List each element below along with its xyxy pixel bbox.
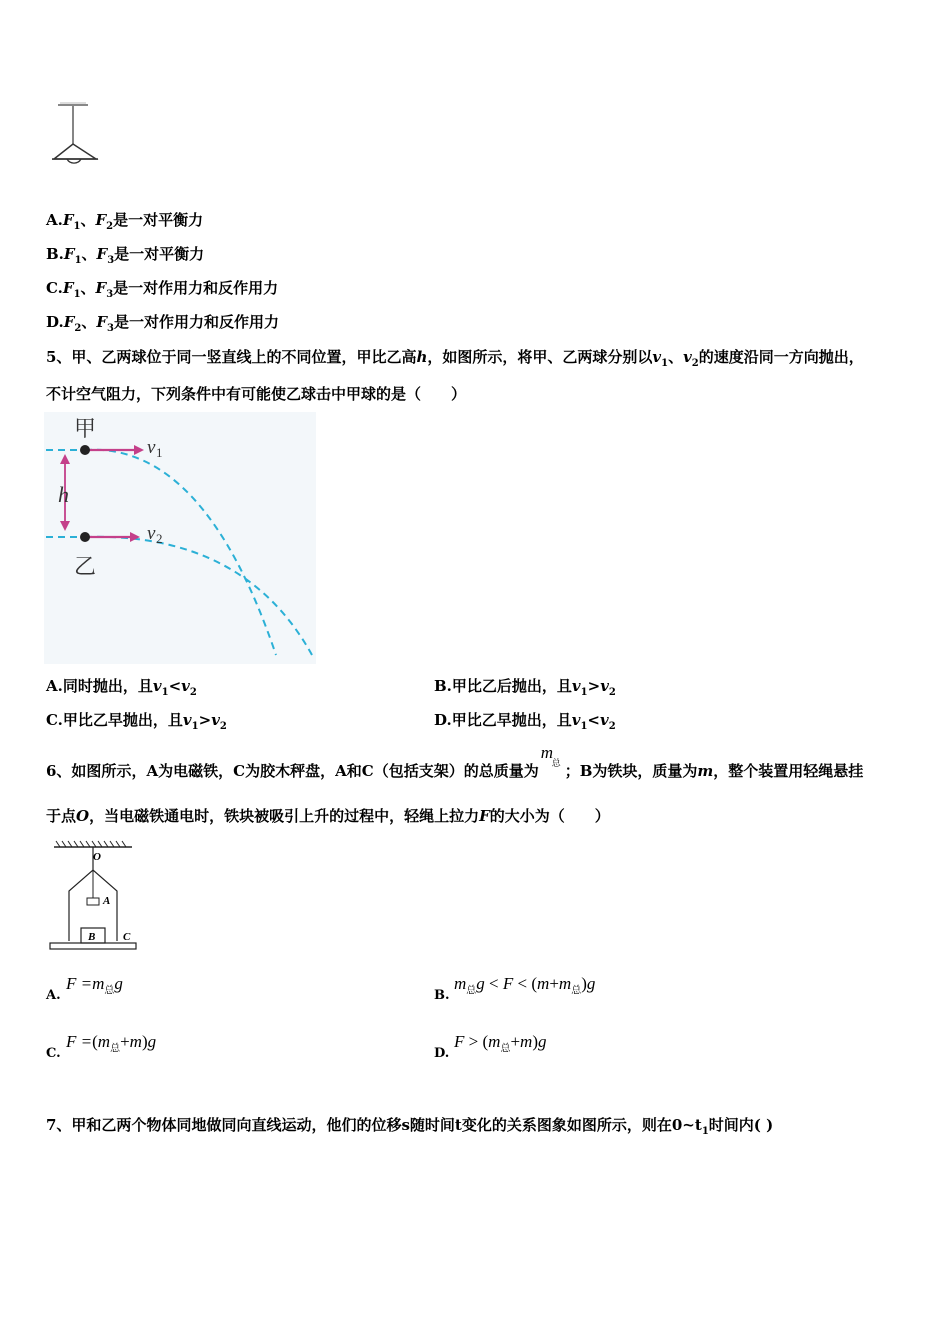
q5-fig-label-v1-sub: 1 <box>156 445 163 460</box>
q5-fig-label-h: h <box>58 482 69 507</box>
q6-option-b: B. $m_总g < F < (m+m_总)g$ <box>434 974 596 1003</box>
q5-stem-line2: 不计空气阻力，下列条件中有可能使乙球击中甲球的是（ ） <box>46 385 467 403</box>
q6-option-d: D. $F > (m_总+m)g$ <box>434 1032 547 1061</box>
q6-fig-label-c: C <box>123 931 131 943</box>
q4-option-d: $D.F_2$、$F_3$是一对作用力和反作用力 <box>46 313 279 334</box>
q6-option-d-expr: $F > (m_总+m)g$ <box>454 1032 547 1055</box>
q5-stem-line1: 5、甲、乙两球位于同一竖直线上的不同位置，甲比乙高h，如图所示，将甲、乙两球分别以$v_1$、$v_2$的速度沿同一方向抛出， <box>46 348 864 369</box>
q4-option-b: $B.F_1$、$F_3$是一对平衡力 <box>46 245 205 266</box>
q6-apparatus-figure <box>44 838 144 954</box>
q6-option-c-expr: $F =(m_总+m)g$ <box>66 1032 157 1055</box>
q6-fig-label-b: B <box>88 931 96 943</box>
q5-option-b: B.甲比乙后抛出，且$v_1>v_2$ <box>434 677 616 698</box>
q5-option-c: C.甲比乙早抛出，且$v_1>v_2$ <box>46 711 227 732</box>
q5-fig-label-yi: 乙 <box>74 555 97 580</box>
q5-projectile-figure <box>44 412 316 664</box>
q6-fig-label-o: O <box>93 851 101 863</box>
q4-option-c: $C.F_1$、$F_3$是一对作用力和反作用力 <box>46 279 279 300</box>
q5-fig-label-v1: v <box>147 437 156 458</box>
q6-option-c: C. $F =(m_总+m)g$ <box>46 1032 157 1061</box>
q4-option-a: $A.F_1$、$F_2$是一对平衡力 <box>46 211 204 232</box>
lamp-figure <box>44 100 114 180</box>
q5-fig-label-v2: v <box>147 523 156 544</box>
q7-stem: 7、甲和乙两个物体同地做同向直线运动，他们的位移s随时间t变化的关系图象如图所示，则在$0\sim t_1$时间内( ) <box>46 1116 774 1137</box>
q6-option-b-expr: $m_总g < F < (m+m_总)g$ <box>454 974 596 997</box>
q6-fig-label-a: A <box>103 895 111 907</box>
q5-option-a: A.同时抛出，且$v_1<v_2$ <box>46 677 197 698</box>
q6-option-a-expr: $F =m_总g$ <box>66 974 123 997</box>
q6-stem-line2: 于点O，当电磁铁通电时，铁块被吸引上升的过程中，轻绳上拉力F的大小为（ ） <box>46 807 610 825</box>
q6-option-a: A. $F =m_总g$ <box>46 974 123 1003</box>
q5-option-d: D.甲比乙早抛出，且$v_1<v_2$ <box>434 711 616 732</box>
q5-fig-label-jia: 甲 <box>74 417 97 442</box>
q6-stem-line1: 6、如图所示，A为电磁铁，C为胶木秤盘，A和C（包括支架）的总质量为 m 总 ；B为铁块，质量为m，整个装置用轻绳悬挂 <box>46 743 864 780</box>
q5-fig-label-v2-sub: 2 <box>156 531 163 546</box>
